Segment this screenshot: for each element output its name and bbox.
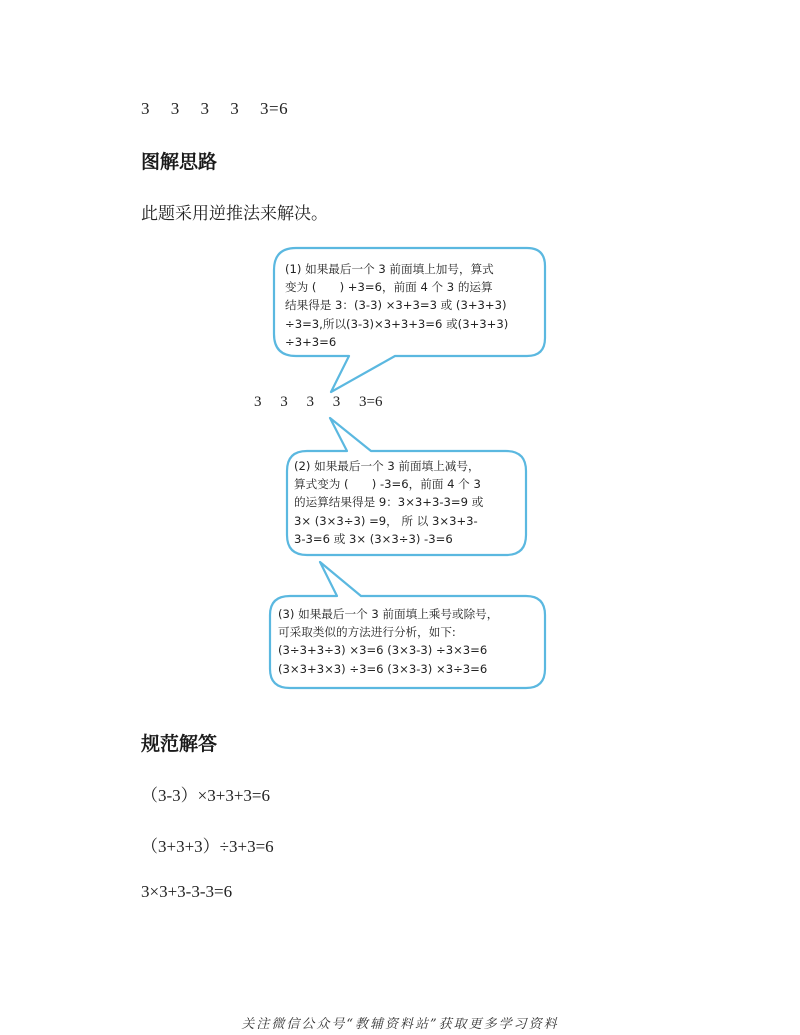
bubble-3-line: (3×3+3×3) ÷3=6 (3×3-3) ×3÷3=6 (278, 661, 488, 676)
section-heading-diagram: 图解思路 (141, 151, 218, 173)
bubble-3-text (278, 605, 498, 678)
bubble-3-line: 可采取类似的方法进行分析，如下: (278, 625, 456, 640)
bubble-2-line: 3× (3×3÷3) =9， 所 以 3×3+3- (294, 513, 478, 528)
bubble-1-line: ÷3=3,所以(3-3)×3+3+3=6 或(3+3+3) (285, 316, 509, 331)
bubble-1-line: 变为 ( ) +3=6，前面 4 个 3 的运算 (285, 280, 493, 295)
problem-number-2: 3 (170, 99, 180, 118)
bubble-2-line: 算式变为 ( ) -3=6，前面 4 个 3 (294, 477, 481, 492)
bubble-3-line: (3) 如果最后一个 3 前面填上乘号或除号， (278, 607, 499, 621)
bubble-1-line: ÷3+3=6 (285, 334, 337, 349)
answer-line-1: （3-3）×3+3+3=6 (141, 786, 271, 805)
diagram-number-1: 3 (254, 394, 262, 410)
answer-line-2: （3+3+3）÷3+3=6 (141, 837, 274, 856)
intro-text: 此题采用逆推法来解决。 (141, 204, 328, 224)
bubble-2-line: 的运算结果得是 9：3×3+3-3=9 或 (294, 495, 484, 510)
bubble-2-text (294, 457, 483, 548)
diagram-number-3: 3 (306, 394, 314, 410)
diagram-number-4: 3 (332, 394, 341, 410)
problem-number-1: 3 (141, 99, 150, 118)
problem-number-4: 3 (230, 99, 240, 118)
diagram-tail: 3=6 (359, 394, 383, 410)
footer-note: 关注微信公众号“教辅资料站”获取更多学习资料 (241, 1017, 559, 1032)
bubble-2-line: 3-3=6 或 3× (3×3÷3) -3=6 (294, 531, 453, 546)
bubble-2-line: (2) 如果最后一个 3 前面填上减号， (294, 459, 480, 473)
problem-tail: 3=6 (260, 99, 289, 118)
problem-number-3: 3 (200, 99, 210, 118)
diagram-number-2: 3 (280, 394, 288, 410)
bubble-1-line: 结果得是 3：(3-3) ×3+3=3 或 (3+3+3) (285, 298, 507, 313)
answer-line-3: 3×3+3-3-3=6 (141, 882, 233, 901)
bubble-1-line: (1) 如果最后一个 3 前面填上加号，算式 (285, 262, 494, 276)
bubble-1-text (285, 260, 508, 351)
bubble-3-line: (3÷3+3÷3) ×3=6 (3×3-3) ÷3×3=6 (278, 643, 488, 658)
section-heading-answer: 规范解答 (141, 733, 218, 755)
diagram-equation (254, 394, 382, 411)
